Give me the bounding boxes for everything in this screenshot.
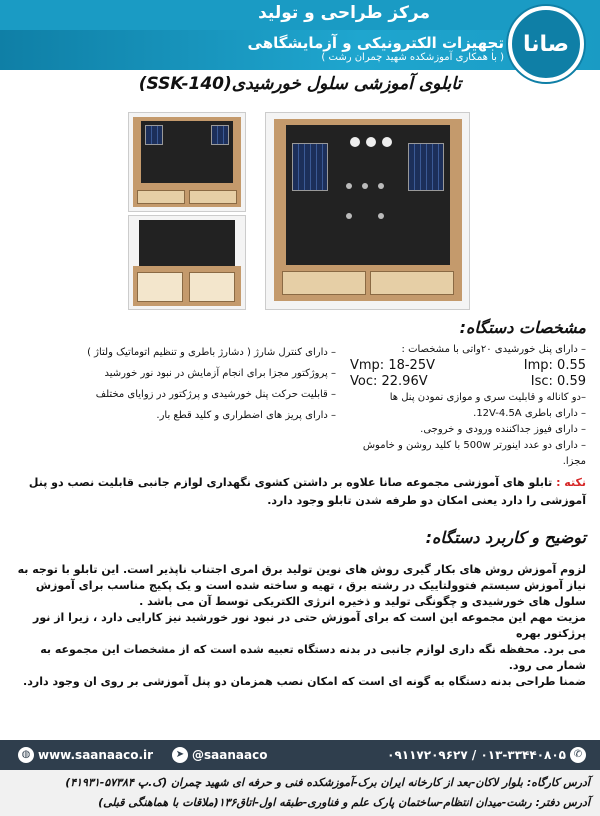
spec-vmp-imp [346, 358, 586, 374]
solar-panel [408, 143, 444, 191]
drawer [370, 271, 454, 295]
projector-lamp [382, 137, 392, 147]
company-logo [508, 6, 584, 82]
product-title: تابلوی آموزشی سلول خورشیدی(SSK-140) [138, 74, 462, 94]
spec-isc: Isc: 0.59 [530, 374, 586, 389]
telegram-item[interactable] [172, 747, 267, 763]
spec-left-item: – پروژکتور مجزا برای انجام آزمایش در نبود نور خورشید [104, 368, 336, 379]
spec-left-item: – قابلیت حرکت پنل خورشیدی و پرژکتور در زوایای مختلف [95, 389, 336, 400]
specs-left-column [60, 342, 336, 426]
telegram-handle[interactable]: @saanaaco [192, 748, 268, 762]
control-board [139, 220, 235, 266]
company-title: تجهیزات الکترونیکی و آزمایشگاهی [247, 34, 504, 52]
spec-panel: – دارای پنل خورشیدی ۲۰واتی با مشخصات : [401, 344, 586, 355]
note-text: تابلو های آموزشی مجموعه صانا علاوه بر داشتن کشوی نگهداری لوازم جانبی قابلیت نصب دو پنل آموزشی را دارد یعنی امکان دو طرفه شدن تابلو وجود دارد. [28, 476, 586, 507]
spec-imp: Imp: 0.55 [523, 358, 586, 373]
phone-numbers[interactable]: ۰۱۳-۳۳۴۴۰۸۰۵ / ۰۹۱۱۷۲۰۹۶۲۷ [387, 748, 566, 762]
spec-fuse: – دارای فیوز جداکننده ورودی و خروجی. [420, 424, 586, 435]
note-label: نکته : [556, 476, 586, 489]
spec-voc-isc [346, 374, 586, 390]
description-paragraph: ضمنا طراحی بدنه دستگاه به گونه ای است که امکان نصب همزمان دو پنل آموزشی بر روی ان وجود دارد. [23, 675, 586, 688]
company-subtitle: ( با همکاری آموزشکده شهید چمران رشت ) [321, 52, 504, 63]
spec-channel: –دو کاناله و قابلیت سری و موازی نمودن پنل ها [389, 392, 586, 403]
logo-text: صانا [522, 31, 570, 57]
switch-knob [346, 213, 352, 219]
website-link[interactable]: www.saanaaco.ir [38, 748, 154, 762]
product-photo-small-open [128, 215, 246, 310]
solar-panel [292, 143, 328, 191]
phone-icon: ✆ [570, 747, 586, 763]
switch-knob [378, 213, 384, 219]
spec-battery: – دارای باطری 12V-4.5A. [473, 408, 586, 419]
spec-left-item: – دارای پریز های اضطراری و کلید قطع بار. [156, 410, 336, 421]
factory-address: آدرس کارگاه: بلوار لاکان-بعد از کارخانه ایران برک-آموزشکده فنی و حرفه ای شهید چمران (ک.پ ۵۷۳۸۴-۴۱۹۳۱) [65, 776, 590, 789]
header-top-bar [0, 0, 600, 30]
spec-voc: Voc: 22.96V [350, 374, 428, 389]
contact-bar [0, 740, 600, 770]
drawer [137, 190, 185, 204]
projector-lamp [366, 137, 376, 147]
solar-panel [145, 125, 163, 145]
description-paragraph: می برد. محفظه نگه داری لوازم جانبی در بدنه دستگاه تعبیه شده است که از مشخصات این مجموعه به شمار می رود. [40, 643, 586, 672]
product-photo-small-front [128, 112, 246, 212]
open-drawer [137, 272, 183, 302]
projector-lamp [350, 137, 360, 147]
description-paragraph: مزیت مهم این مجموعه این است که برای آموزش حتی در نبود نور خورشید نیز کارایی دارد ، زیرا از نور پرژکتور بهره [33, 611, 586, 640]
org-label: مرکز طراحی و تولید [258, 3, 430, 23]
website-item[interactable] [18, 747, 153, 763]
spec-left-item: – دارای کنترل شارژ ( دشارژ باطری و تنظیم اتوماتیک ولتاژ ) [87, 347, 336, 358]
globe-icon: ◍ [18, 747, 34, 763]
drawer [189, 190, 237, 204]
note [14, 474, 586, 510]
solar-panel [211, 125, 229, 145]
switch-knob [346, 183, 352, 189]
open-drawer [189, 272, 235, 302]
specs-right-column [346, 342, 586, 470]
switch-knob [378, 183, 384, 189]
office-address: آدرس دفتر: رشت-میدان انتظام-ساختمان پارک علم و فناوری-طبقه اول-اتاق۱۳۶(ملاقات با هماهنگی قبلی) [98, 796, 590, 809]
spec-inverter: – دارای دو عدد اینورتر 500w با کلید روشن و خاموش مجزا. [362, 440, 586, 467]
specs-heading: مشخصات دستگاه: [459, 318, 586, 337]
description-body [14, 562, 586, 690]
product-photo-main [265, 112, 470, 310]
switch-knob [362, 183, 368, 189]
description-heading: توضیح و کاربرد دستگاه: [425, 528, 586, 547]
phone-item[interactable] [387, 747, 586, 763]
drawer [282, 271, 366, 295]
footer [0, 740, 600, 816]
description-paragraph: لزوم آموزش روش های بکار گیری روش های نوین تولید برق امری اجتناب ناپذیر است. این تابلو با توجه به نیاز آموزش سیستم فتوولتاییک در رشته برق ، تهیه و ساخته شده است و یک پکیج مناسب برای آموزش سلول های خورشیدی و چگونگی تولید و ذخیره انرژی الکتریکی توسط آن می باشد . [17, 563, 586, 608]
telegram-icon: ➤ [172, 747, 188, 763]
spec-vmp: Vmp: 18-25V [350, 358, 435, 373]
